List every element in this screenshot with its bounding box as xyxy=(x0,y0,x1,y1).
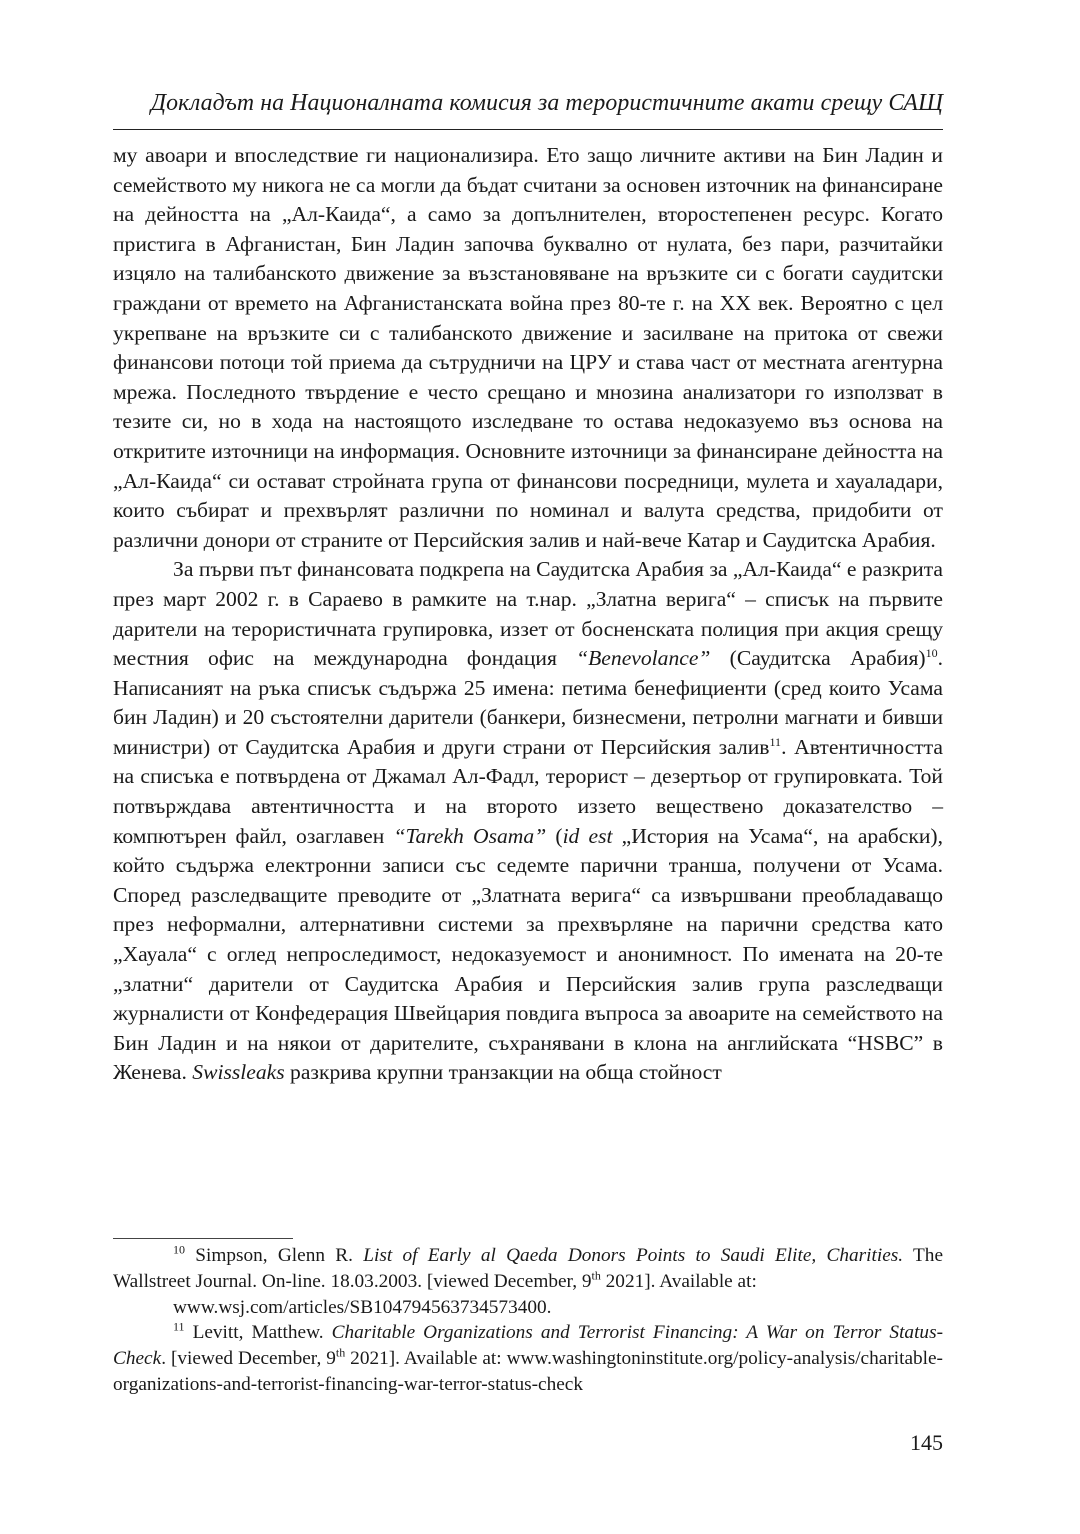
header-divider xyxy=(113,129,943,130)
running-header: Докладът на Националната комисия за терористичните акати срещу САЩ xyxy=(150,90,943,116)
footnote-divider xyxy=(113,1238,293,1239)
page-number: 145 xyxy=(910,1430,943,1455)
footnote-10: $^{10}$ Simpson, Glenn R. List of Early al Qaeda Donors Points to Saudi Elite, Charities. The Wallstreet Journal. On-line. 18.03.2003. [viewed December, 9th 2021]. Available at: xyxy=(113,1242,944,1292)
footnote-11: $^{11}$ Levitt, Matthew. Charitable Organizations and Terrorist Financing: A War on Terror Status-Check. [viewed December, 9th 2021]. Available at: www.washingtoninstitute.org/policy-analysis/charitable-organizations-and-terrorist-financing-war-terror-status-check xyxy=(113,1319,943,1395)
footnotes xyxy=(113,1243,943,1398)
paragraph-1: му авоари и впоследствие ги национализира. Ето защо личните активи на Бин Ладин и семейството му никога не са могли да бъдат считани за основен източник на финансиране на дейността на „Ал-Каида“, а само за допълнителен, второстепенен ресурс. Когато пристига в Афганистан, Бин Ладин започва буквално от нулата, без пари, разчитайки изцяло на талибанското движение за възстановяване на връзките си с богати саудитски граждани от времето на Афганистанската война през 80-те г. на XX век. Вероятно с цел укрепване на връзките си с талибанското движение и засилване на притока от свежи финансови потоци той приема да сътрудничи на ЦРУ и става част от местната агентурна мрежа. Последното твърдение е често срещано и мнозина анализатори го използват в тезите си, но в хода на настоящото изследване то остава недоказуемо въз основа на откритите източници на информация. Основните източници за финансиране дейността на „Ал-Каида“ си остават стройната група от финансови посредници, мулета и хауаладари, които събират и прехвърлят различни по номинал и валута средства, придобити от различни донори от страните от Персийския залив и най-вече Катар и Саудитска Арабия. xyxy=(113,143,943,552)
footnote-ref-10[interactable]: 10 xyxy=(925,645,938,660)
footnote-ref-11[interactable]: 11 xyxy=(769,734,782,749)
footnote-10-url[interactable]: www.wsj.com/articles/SB104794563734573400. xyxy=(173,1296,552,1318)
main-text xyxy=(113,141,943,1088)
paragraph-2: За първи път финансовата подкрепа на Саудитска Арабия за „Ал-Каида“ е разкрита през март 2002 г. в Сараево в рамките на т.нар. „Златна верига“ – списък на първите дарители на терористичната групировка, иззет от босненската полиция при акция срещу местния офис на международна фондация “Benevolance” (Саудитска Арабия)$^{10}$. Написаният на ръка списък съдържа 25 имена: петима бенефициенти (сред които Усама бин Ладин) и 20 състоятелни дарители (банкери, бизнесмени, петролни магнати и бивши министри) от Саудитска Арабия и други страни от Персийския залив$^{11}$. Автентичността на списъка е потвърдена от Джамал Ал-Фадл, терорист – дезертьор от групировката. Той потвърждава автентичността и на второто иззето веществено доказателство – компютърен файл, озаглавен “Tarekh Osama” (id est „История на Усама“, на арабски), който съдържа електронни записи със седемте парични транша, получени от Усама. Според разследващите преводите от „Златната верига“ са извършвани преобладаващо през неформални, алтернативни системи за прехвърляне на парични средства като „Хауала“ с оглед непроследимост, недоказуемост и анонимност. По имената на 20-те „златни“ дарители от Саудитска Арабия и Персийския залив група разследващи журналисти от Конфедерация Швейцария повдига въпроса за авоарите на семейството на Бин Ладин и на някои от дарителите, съхранявани в клона на английската “HSBC” в Женева. Swissleaks разкрива крупни транзакции на обща стойност xyxy=(113,557,944,1085)
